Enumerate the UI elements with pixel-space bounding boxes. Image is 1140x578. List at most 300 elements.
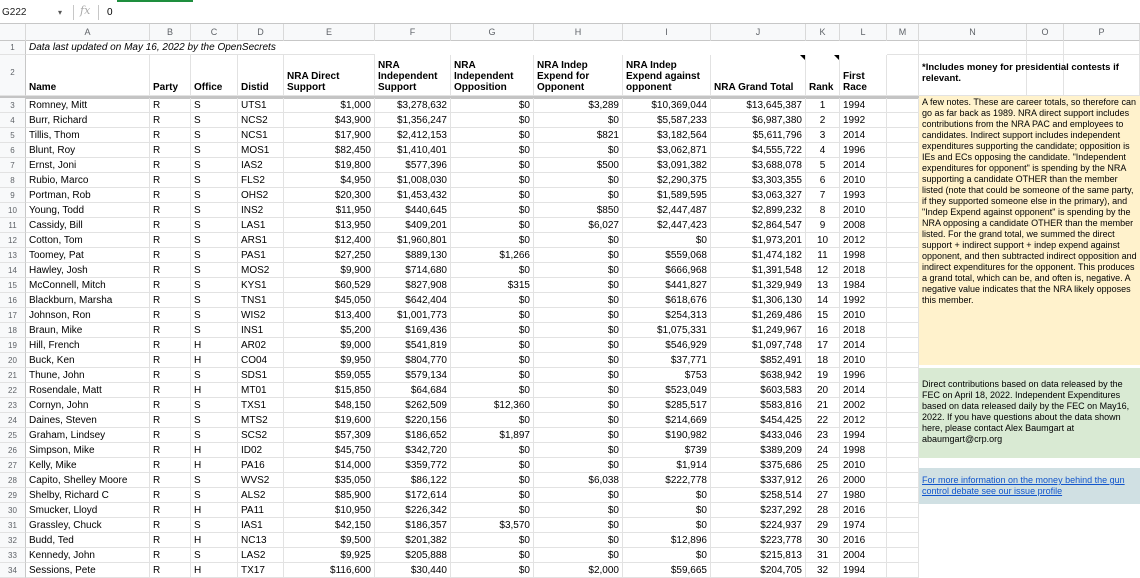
cell-col-e[interactable]: $116,600	[284, 563, 375, 578]
cell-col-i[interactable]: $3,062,871	[623, 143, 711, 158]
cell-col-k[interactable]: 8	[806, 203, 840, 218]
cell-col-b[interactable]: R	[150, 443, 191, 458]
cell-col-h[interactable]: $0	[534, 278, 623, 293]
cell-col-i[interactable]: $546,929	[623, 338, 711, 353]
cell-col-d[interactable]: ALS2	[238, 488, 284, 503]
cell-col-c[interactable]: S	[191, 293, 238, 308]
cell-col-l[interactable]: 2016	[840, 503, 887, 518]
cell-col-m[interactable]	[887, 353, 919, 368]
cell-col-k[interactable]: 32	[806, 563, 840, 578]
row-number[interactable]: 25	[0, 428, 26, 443]
cell-col-j[interactable]: $1,269,486	[711, 308, 806, 323]
column-title[interactable]: NRA Grand Total	[711, 55, 806, 96]
cell-col-h[interactable]: $0	[534, 518, 623, 533]
cell-col-a[interactable]: Budd, Ted	[26, 533, 150, 548]
cell-col-h[interactable]: $850	[534, 203, 623, 218]
cell-col-b[interactable]: R	[150, 263, 191, 278]
cell-col-h[interactable]: $0	[534, 308, 623, 323]
cell-col-j[interactable]: $3,303,355	[711, 173, 806, 188]
cell-col-c[interactable]: H	[191, 338, 238, 353]
cell-col-d[interactable]: IAS1	[238, 518, 284, 533]
cell-col-d[interactable]: CO04	[238, 353, 284, 368]
cell-col-a[interactable]: Thune, John	[26, 368, 150, 383]
cell-col-c[interactable]: H	[191, 353, 238, 368]
cell-col-c[interactable]: S	[191, 368, 238, 383]
cell-col-f[interactable]: $1,960,801	[375, 233, 451, 248]
issue-profile-link[interactable]: For more information on the money behind the gun control debate see our issue profile	[922, 475, 1125, 496]
cell-col-k[interactable]: 15	[806, 308, 840, 323]
cell-col-k[interactable]: 30	[806, 533, 840, 548]
cell-col-c[interactable]: S	[191, 188, 238, 203]
cell-col-j[interactable]: $1,097,748	[711, 338, 806, 353]
cell-col-d[interactable]: LAS1	[238, 218, 284, 233]
cell-col-i[interactable]: $666,968	[623, 263, 711, 278]
row-number[interactable]: 7	[0, 158, 26, 173]
cell-col-j[interactable]: $2,899,232	[711, 203, 806, 218]
column-title[interactable]: Party	[150, 55, 191, 96]
cell-col-g[interactable]: $0	[451, 473, 534, 488]
cell-col-b[interactable]: R	[150, 203, 191, 218]
cell-col-c[interactable]: S	[191, 128, 238, 143]
cell-col-g[interactable]: $0	[451, 383, 534, 398]
cell-col-d[interactable]: TNS1	[238, 293, 284, 308]
cell-col-m[interactable]	[887, 263, 919, 278]
row-number[interactable]: 9	[0, 188, 26, 203]
column-header-k[interactable]: K	[806, 24, 840, 41]
cell-col-b[interactable]: R	[150, 143, 191, 158]
cell-col-c[interactable]: S	[191, 113, 238, 128]
cell-col-e[interactable]: $45,050	[284, 293, 375, 308]
cell-col-j[interactable]: $223,778	[711, 533, 806, 548]
cell-col-i[interactable]: $3,182,564	[623, 128, 711, 143]
cell-col-d[interactable]: LAS2	[238, 548, 284, 563]
cell-col-f[interactable]: $714,680	[375, 263, 451, 278]
cell-col-c[interactable]: S	[191, 173, 238, 188]
cell-col-h[interactable]: $0	[534, 353, 623, 368]
row-number[interactable]: 18	[0, 323, 26, 338]
cell-col-l[interactable]: 2010	[840, 308, 887, 323]
cell-col-j[interactable]: $204,705	[711, 563, 806, 578]
cell-col-k[interactable]: 23	[806, 428, 840, 443]
cell-col-d[interactable]: MT01	[238, 383, 284, 398]
cell-col-a[interactable]: Johnson, Ron	[26, 308, 150, 323]
cell-col-f[interactable]: $2,412,153	[375, 128, 451, 143]
cell-col-c[interactable]: H	[191, 458, 238, 473]
cell-col-j[interactable]: $1,973,201	[711, 233, 806, 248]
cell-col-c[interactable]: S	[191, 323, 238, 338]
cell-col-p[interactable]	[1064, 41, 1140, 55]
cell-col-d[interactable]: UTS1	[238, 98, 284, 113]
cell-col-c[interactable]: S	[191, 143, 238, 158]
cell-col-g[interactable]: $0	[451, 158, 534, 173]
cell-col-e[interactable]: $19,600	[284, 413, 375, 428]
column-title[interactable]: NRA Independent Opposition	[451, 55, 534, 96]
row-number[interactable]: 4	[0, 113, 26, 128]
comment-indicator-j[interactable]	[800, 55, 805, 60]
cell-col-h[interactable]: $0	[534, 548, 623, 563]
cell-col-k[interactable]: 21	[806, 398, 840, 413]
cell-col-b[interactable]: R	[150, 113, 191, 128]
cell-col-l[interactable]: 1993	[840, 188, 887, 203]
cell-col-i[interactable]: $2,290,375	[623, 173, 711, 188]
cell-col-l[interactable]: 2010	[840, 173, 887, 188]
cell-col-a[interactable]: Burr, Richard	[26, 113, 150, 128]
cell-col-a[interactable]: Kelly, Mike	[26, 458, 150, 473]
cell-col-j[interactable]: $4,555,722	[711, 143, 806, 158]
cell-col-h[interactable]: $0	[534, 338, 623, 353]
cell-col-i[interactable]: $2,447,423	[623, 218, 711, 233]
row-number[interactable]: 28	[0, 473, 26, 488]
cell-col-j[interactable]: $337,912	[711, 473, 806, 488]
cell-col-c[interactable]: S	[191, 233, 238, 248]
cell-col-m[interactable]	[887, 233, 919, 248]
cell-col-f[interactable]: $262,509	[375, 398, 451, 413]
cell-col-m[interactable]	[887, 503, 919, 518]
cell-col-i[interactable]: $214,669	[623, 413, 711, 428]
column-title[interactable]: NRA Indep Expend for Opponent	[534, 55, 623, 96]
cell-col-g[interactable]: $0	[451, 368, 534, 383]
cell-col-i[interactable]: $559,068	[623, 248, 711, 263]
cell-col-i[interactable]: $0	[623, 548, 711, 563]
cell-col-m[interactable]	[887, 188, 919, 203]
cell-col-j[interactable]: $224,937	[711, 518, 806, 533]
cell-col-i[interactable]: $523,049	[623, 383, 711, 398]
cell-col-e[interactable]: $42,150	[284, 518, 375, 533]
cell-col-g[interactable]: $0	[451, 98, 534, 113]
cell-col-f[interactable]: $30,440	[375, 563, 451, 578]
cell-col-f[interactable]: $359,772	[375, 458, 451, 473]
cell-col-a[interactable]: Braun, Mike	[26, 323, 150, 338]
cell-col-k[interactable]: 26	[806, 473, 840, 488]
cell-col-d[interactable]: MOS1	[238, 143, 284, 158]
column-header-g[interactable]: G	[451, 24, 534, 41]
cell-col-i[interactable]: $441,827	[623, 278, 711, 293]
cell-col-c[interactable]: S	[191, 413, 238, 428]
cell-col-c[interactable]: S	[191, 518, 238, 533]
cell-col-m[interactable]	[887, 308, 919, 323]
cell-col-m[interactable]	[887, 128, 919, 143]
cell-col-c[interactable]: S	[191, 488, 238, 503]
cell-col-i[interactable]: $0	[623, 518, 711, 533]
cell-col-m[interactable]	[887, 143, 919, 158]
cell-col-h[interactable]: $0	[534, 323, 623, 338]
cell-col-d[interactable]: INS2	[238, 203, 284, 218]
cell-col-j[interactable]: $603,583	[711, 383, 806, 398]
cell-col-n[interactable]	[919, 41, 1027, 55]
cell-col-m[interactable]	[887, 293, 919, 308]
row-number[interactable]: 6	[0, 143, 26, 158]
cell-col-m[interactable]	[887, 563, 919, 578]
cell-col-l[interactable]: 2002	[840, 398, 887, 413]
cell-col-h[interactable]: $0	[534, 293, 623, 308]
cell-col-a[interactable]: Kennedy, John	[26, 548, 150, 563]
cell-col-b[interactable]: R	[150, 278, 191, 293]
cell-col-f[interactable]: $440,645	[375, 203, 451, 218]
cell-col-i[interactable]: $739	[623, 443, 711, 458]
row-number[interactable]: 30	[0, 503, 26, 518]
cell-col-a[interactable]: Smucker, Lloyd	[26, 503, 150, 518]
cell-col-g[interactable]: $0	[451, 113, 534, 128]
cell-col-l[interactable]: 1992	[840, 293, 887, 308]
cell-col-d[interactable]: IAS2	[238, 158, 284, 173]
cell-col-e[interactable]: $45,750	[284, 443, 375, 458]
cell-col-k[interactable]: 17	[806, 338, 840, 353]
column-header-p[interactable]: P	[1064, 24, 1140, 41]
cell-col-e[interactable]: $15,850	[284, 383, 375, 398]
cell-col-d[interactable]: NCS2	[238, 113, 284, 128]
cell-col-o[interactable]	[1027, 41, 1064, 55]
column-title[interactable]: NRA Indep Expend against opponent	[623, 55, 711, 96]
cell-col-l[interactable]: 2014	[840, 383, 887, 398]
cell-col-k[interactable]: 22	[806, 413, 840, 428]
cell-col-h[interactable]: $3,289	[534, 98, 623, 113]
cell-col-c[interactable]: S	[191, 548, 238, 563]
cell-col-d[interactable]: ID02	[238, 443, 284, 458]
cell-col-m[interactable]	[887, 98, 919, 113]
cell-col-a[interactable]: Buck, Ken	[26, 353, 150, 368]
cell-col-f[interactable]: $186,652	[375, 428, 451, 443]
cell-col-f[interactable]: $342,720	[375, 443, 451, 458]
row-number[interactable]: 3	[0, 98, 26, 113]
cell-col-e[interactable]: $9,500	[284, 533, 375, 548]
cell-col-h[interactable]: $0	[534, 428, 623, 443]
cell-col-m[interactable]	[887, 413, 919, 428]
cell-col-h[interactable]: $0	[534, 188, 623, 203]
cell-col-m[interactable]	[887, 368, 919, 383]
column-header-a[interactable]: A	[26, 24, 150, 41]
cell-col-k[interactable]: 13	[806, 278, 840, 293]
cell-col-b[interactable]: R	[150, 173, 191, 188]
cell-col-g[interactable]: $0	[451, 413, 534, 428]
column-header-o[interactable]: O	[1027, 24, 1064, 41]
cell-col-e[interactable]: $13,950	[284, 218, 375, 233]
cell-col-a[interactable]: Simpson, Mike	[26, 443, 150, 458]
cell-col-b[interactable]: R	[150, 248, 191, 263]
row-number[interactable]: 13	[0, 248, 26, 263]
cell-col-f[interactable]: $172,614	[375, 488, 451, 503]
cell-col-k[interactable]: 31	[806, 548, 840, 563]
cell-col-h[interactable]: $0	[534, 443, 623, 458]
cell-col-f[interactable]: $169,436	[375, 323, 451, 338]
cell-col-m[interactable]	[887, 443, 919, 458]
cell-col-j[interactable]: $3,063,327	[711, 188, 806, 203]
cell-col-f[interactable]: $577,396	[375, 158, 451, 173]
cell-col-m[interactable]	[887, 428, 919, 443]
cell-col-k[interactable]: 29	[806, 518, 840, 533]
cell-col-f[interactable]: $804,770	[375, 353, 451, 368]
cell-col-d[interactable]: PA16	[238, 458, 284, 473]
cell-col-f[interactable]: $409,201	[375, 218, 451, 233]
cell-col-e[interactable]: $5,200	[284, 323, 375, 338]
cell-col-h[interactable]: $0	[534, 368, 623, 383]
cell-col-k[interactable]: 6	[806, 173, 840, 188]
cell-col-b[interactable]: R	[150, 128, 191, 143]
cell-col-e[interactable]: $82,450	[284, 143, 375, 158]
cell-col-i[interactable]: $10,369,044	[623, 98, 711, 113]
column-title[interactable]: Name	[26, 55, 150, 96]
cell-col-c[interactable]: S	[191, 263, 238, 278]
cell-col-f[interactable]: $186,357	[375, 518, 451, 533]
formula-input[interactable]: 0	[107, 7, 113, 18]
cell-col-f[interactable]: $579,134	[375, 368, 451, 383]
cell-col-a[interactable]: Cotton, Tom	[26, 233, 150, 248]
column-header-e[interactable]: E	[284, 24, 375, 41]
cell-col-b[interactable]: R	[150, 383, 191, 398]
row-number[interactable]: 27	[0, 458, 26, 473]
cell-col-k[interactable]: 19	[806, 368, 840, 383]
cell-col-k[interactable]: 14	[806, 293, 840, 308]
cell-col-e[interactable]: $20,300	[284, 188, 375, 203]
cell-col-m[interactable]	[887, 533, 919, 548]
cell-col-b[interactable]: R	[150, 158, 191, 173]
chevron-down-icon[interactable]: ▾	[58, 8, 63, 17]
cell-col-d[interactable]: AR02	[238, 338, 284, 353]
cell-col-g[interactable]: $0	[451, 203, 534, 218]
row-number[interactable]: 17	[0, 308, 26, 323]
cell-col-c[interactable]: S	[191, 473, 238, 488]
cell-col-g[interactable]: $1,266	[451, 248, 534, 263]
row-number[interactable]: 23	[0, 398, 26, 413]
cell-col-m[interactable]	[887, 158, 919, 173]
cell-col-h[interactable]: $0	[534, 398, 623, 413]
cell-col-h[interactable]: $0	[534, 173, 623, 188]
cell-col-b[interactable]: R	[150, 398, 191, 413]
cell-col-m[interactable]	[887, 173, 919, 188]
column-header-d[interactable]: D	[238, 24, 284, 41]
cell-col-g[interactable]: $0	[451, 263, 534, 278]
cell-col-d[interactable]: INS1	[238, 323, 284, 338]
cell-col-e[interactable]: $17,900	[284, 128, 375, 143]
cell-col-j[interactable]: $237,292	[711, 503, 806, 518]
cell-col-i[interactable]: $1,914	[623, 458, 711, 473]
cell-col-k[interactable]: 3	[806, 128, 840, 143]
cell-col-c[interactable]: H	[191, 383, 238, 398]
column-title[interactable]: Office	[191, 55, 238, 96]
cell-col-e[interactable]: $43,900	[284, 113, 375, 128]
cell-col-m[interactable]	[887, 323, 919, 338]
cell-col-l[interactable]: 1994	[840, 563, 887, 578]
cell-col-b[interactable]: R	[150, 518, 191, 533]
cell-col-g[interactable]: $0	[451, 143, 534, 158]
row-number[interactable]: 20	[0, 353, 26, 368]
cell-col-i[interactable]: $618,676	[623, 293, 711, 308]
cell-col-g[interactable]: $315	[451, 278, 534, 293]
cell-col-l[interactable]: 2014	[840, 128, 887, 143]
cell-col-a[interactable]: McConnell, Mitch	[26, 278, 150, 293]
cell-col-f[interactable]: $827,908	[375, 278, 451, 293]
cell-col-h[interactable]: $0	[534, 413, 623, 428]
cell-col-f[interactable]: $3,278,632	[375, 98, 451, 113]
cell-col-g[interactable]: $0	[451, 293, 534, 308]
cell-col-c[interactable]: S	[191, 398, 238, 413]
cell-col-h[interactable]: $0	[534, 233, 623, 248]
cell-col-b[interactable]: R	[150, 533, 191, 548]
cell-col-c[interactable]: H	[191, 563, 238, 578]
cell-col-h[interactable]: $0	[534, 143, 623, 158]
row-number[interactable]: 32	[0, 533, 26, 548]
cell-col-h[interactable]: $6,038	[534, 473, 623, 488]
cell-col-d[interactable]: PA11	[238, 503, 284, 518]
cell-col-f[interactable]: $1,001,773	[375, 308, 451, 323]
cell-col-h[interactable]: $0	[534, 533, 623, 548]
cell-col-l[interactable]: 1992	[840, 113, 887, 128]
cell-col-d[interactable]: TX17	[238, 563, 284, 578]
column-title[interactable]: Distid	[238, 55, 284, 96]
cell-col-i[interactable]: $222,778	[623, 473, 711, 488]
cell-col-l[interactable]: 2010	[840, 203, 887, 218]
cell-col-i[interactable]: $0	[623, 488, 711, 503]
cell-col-l[interactable]: 2012	[840, 233, 887, 248]
column-header-c[interactable]: C	[191, 24, 238, 41]
cell-col-e[interactable]: $57,309	[284, 428, 375, 443]
row-number[interactable]: 34	[0, 563, 26, 578]
cell-col-m[interactable]	[887, 55, 919, 96]
cell-col-l[interactable]: 1996	[840, 143, 887, 158]
row-number[interactable]: 29	[0, 488, 26, 503]
row-number[interactable]: 26	[0, 443, 26, 458]
cell-col-d[interactable]: SCS2	[238, 428, 284, 443]
cell-col-e[interactable]: $1,000	[284, 98, 375, 113]
cell-col-i[interactable]: $5,587,233	[623, 113, 711, 128]
cell-col-d[interactable]: MOS2	[238, 263, 284, 278]
cell-col-c[interactable]: S	[191, 158, 238, 173]
cell-col-e[interactable]: $9,950	[284, 353, 375, 368]
cell-col-b[interactable]: R	[150, 353, 191, 368]
row-number[interactable]: 8	[0, 173, 26, 188]
cell-col-j[interactable]: $375,686	[711, 458, 806, 473]
cell-col-h[interactable]: $500	[534, 158, 623, 173]
cell-col-j[interactable]: $583,816	[711, 398, 806, 413]
cell-col-f[interactable]: $642,404	[375, 293, 451, 308]
cell-col-k[interactable]: 18	[806, 353, 840, 368]
cell-col-h[interactable]: $0	[534, 248, 623, 263]
cell-col-g[interactable]: $0	[451, 533, 534, 548]
cell-col-i[interactable]: $1,075,331	[623, 323, 711, 338]
row-number[interactable]: 11	[0, 218, 26, 233]
cell-col-i[interactable]: $0	[623, 233, 711, 248]
cell-col-b[interactable]: R	[150, 473, 191, 488]
cell-col-d[interactable]: WVS2	[238, 473, 284, 488]
cell-col-f[interactable]: $1,008,030	[375, 173, 451, 188]
cell-col-l[interactable]: 2010	[840, 458, 887, 473]
cell-col-e[interactable]: $13,400	[284, 308, 375, 323]
row-number[interactable]: 15	[0, 278, 26, 293]
cell-col-l[interactable]: 2014	[840, 158, 887, 173]
cell-col-m[interactable]	[887, 383, 919, 398]
cell-col-g[interactable]: $0	[451, 503, 534, 518]
cell-col-g[interactable]: $3,570	[451, 518, 534, 533]
column-header-h[interactable]: H	[534, 24, 623, 41]
cell-col-c[interactable]: S	[191, 218, 238, 233]
cell-col-f[interactable]: $205,888	[375, 548, 451, 563]
column-header-m[interactable]: M	[887, 24, 919, 41]
cell-col-b[interactable]: R	[150, 413, 191, 428]
cell-col-j[interactable]: $433,046	[711, 428, 806, 443]
cell-col-b[interactable]: R	[150, 563, 191, 578]
cell-col-l[interactable]: 2004	[840, 548, 887, 563]
cell-col-j[interactable]: $2,864,547	[711, 218, 806, 233]
cell-col-g[interactable]: $12,360	[451, 398, 534, 413]
cell-col-g[interactable]: $0	[451, 308, 534, 323]
cell-col-k[interactable]: 9	[806, 218, 840, 233]
cell-col-c[interactable]: S	[191, 278, 238, 293]
cell-col-d[interactable]: NC13	[238, 533, 284, 548]
cell-col-k[interactable]: 20	[806, 383, 840, 398]
cell-col-m[interactable]	[887, 203, 919, 218]
cell-col-a[interactable]: Blunt, Roy	[26, 143, 150, 158]
cell-col-l[interactable]: 2008	[840, 218, 887, 233]
cell-col-d[interactable]: OHS2	[238, 188, 284, 203]
